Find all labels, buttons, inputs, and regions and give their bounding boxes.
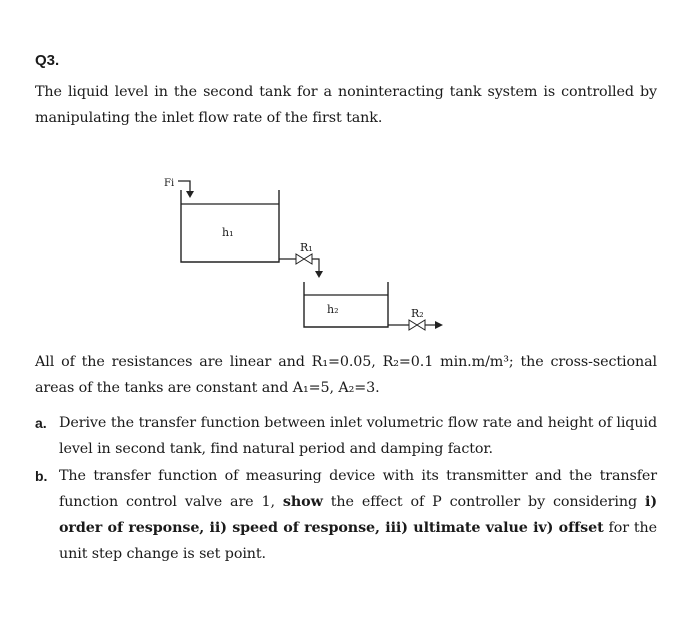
resistances-paragraph: All of the resistances are linear and R₁=0.05, R₂=0.1 min.m/m³; the cross-sectional areas of the tanks are constant and A₁=5, A₂=3.: [35, 354, 657, 396]
valve-r1: [279, 254, 323, 278]
part-b-text-3: for the unit step change is set point.: [59, 520, 658, 562]
tank-2-level-label: h₂: [327, 303, 339, 316]
intro-paragraph: The liquid level in the second tank for a noninteracting tank system is controlled by manipulating the inlet flow rate of the first tank.: [35, 84, 657, 126]
inlet-label: Fi: [164, 178, 175, 189]
valve-r2: [388, 320, 443, 330]
part-a-text: Derive the transfer function between inlet volumetric flow rate and height of liquid level in second tank, find natural period and damping factor.: [59, 415, 657, 457]
part-b-text: [59, 463, 657, 567]
part-b-bold-show: show: [282, 494, 323, 510]
tank-1-level-label: h₁: [222, 226, 234, 239]
part-b-bold-criteria: i) order of response, ii) speed of response, iii) ultimate value iv) offset: [59, 494, 657, 536]
tank-2: [304, 282, 388, 327]
valve-r2-label: R₂: [411, 307, 424, 320]
part-b-text-1: The transfer function of measuring device with its transmitter and the transfer function control valve are 1,: [59, 468, 657, 510]
part-b-label: b.: [35, 468, 48, 484]
part-a-label: a.: [35, 415, 47, 431]
part-b-text-2: the effect of P controller by considering: [322, 494, 645, 510]
valve-r1-label: R₁: [300, 241, 313, 254]
question-number: Q3.: [35, 52, 60, 69]
